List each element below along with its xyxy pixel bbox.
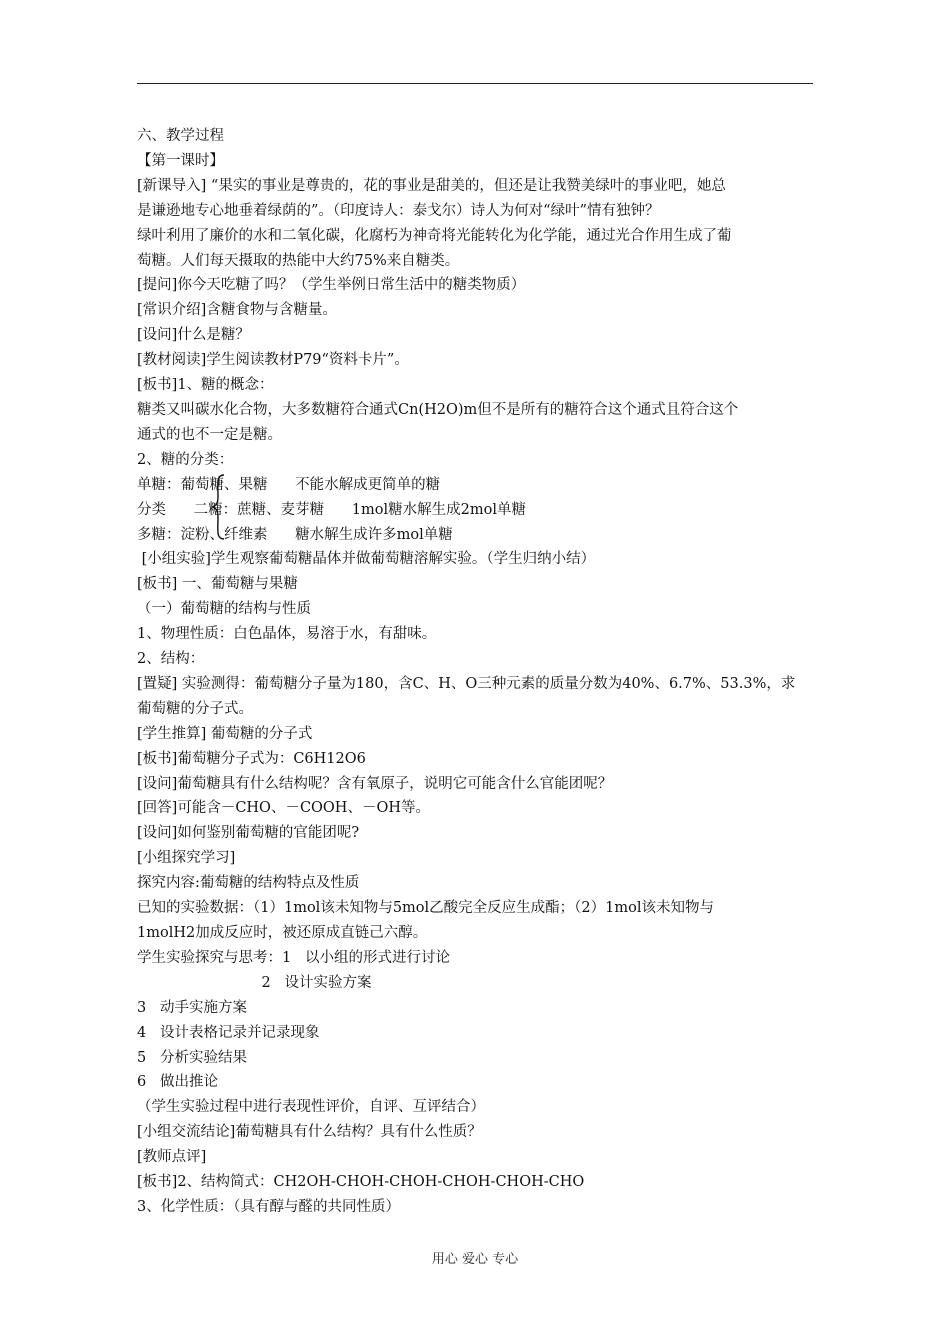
text-line: 3 动手实施方案: [137, 999, 248, 1016]
text-line: [设问]什么是糖？: [137, 327, 250, 344]
text-line: （一）葡萄糖的结构与性质: [137, 601, 311, 618]
text-line: 绿叶利用了廉价的水和二氧化碳，化腐朽为神奇将光能转化为化学能，通过光合作用生成了葡: [137, 227, 732, 244]
text-line: [学生推算] 葡萄糖的分子式: [137, 725, 313, 742]
text-line: [教材阅读]学生阅读教材P79“资料卡片”。: [137, 352, 409, 369]
text-line: 【第一课时】: [137, 152, 224, 169]
text-line: 六、教学过程: [137, 128, 224, 144]
text-line: [板书]2、结构简式：CH2OH-CHOH-CHOH-CHOH-CHOH-CHO: [137, 1174, 585, 1191]
text-line: [小组交流结论]葡萄糖具有什么结构？具有什么性质？: [137, 1124, 482, 1141]
text-line: 1、物理性质：白色晶体，易溶于水，有甜味。: [137, 626, 437, 643]
page-footer: 用心 爱心 专心: [431, 1252, 519, 1267]
text-line: 1molH2加成反应时，被还原成直链己六醇。: [137, 925, 428, 941]
text-line: 是谦逊地专心地垂着绿荫的”。（印度诗人：泰戈尔）诗人为何对“绿叶”情有独钟？: [137, 202, 660, 219]
text-line: [提问]你今天吃糖了吗？（学生举例日常生活中的糖类物质）: [137, 277, 526, 294]
text-line: [置疑] 实验测得：葡萄糖分子量为180，含C、H、O三种元素的质量分数为40%、6.7%、53.3%，求: [137, 675, 796, 692]
text-line: [小组实验]学生观察葡萄糖晶体并做葡萄糖溶解实验。（学生归纳小结）: [137, 551, 596, 568]
document-body: [137, 124, 817, 1220]
text-line: [小组探究学习]: [137, 850, 236, 867]
text-line: 4 设计表格记录并记录现象: [137, 1024, 320, 1041]
text-line: [回答]可能含－CHO、－COOH、－OH等。: [137, 800, 430, 817]
text-line: 已知的实验数据：（1）1mol该未知物与5mol乙酸完全反应生成酯；（2）1mol该未知物与: [137, 900, 714, 917]
text-line: [板书] 一、葡萄糖与果糖: [137, 576, 298, 593]
text-line: 单糖：葡萄糖、果糖 不能水解成更简单的糖: [137, 476, 441, 493]
text-line: [板书]1、糖的概念：: [137, 377, 274, 394]
text-line: 萄糖。人们每天摄取的热能中大约75%来自糖类。: [137, 252, 460, 269]
text-line: 5 分析实验结果: [137, 1049, 248, 1066]
text-line: [新课导入] “果实的事业是尊贵的，花的事业是甜美的，但还是让我赞美绿叶的事业吧，她总: [137, 177, 726, 194]
text-line: 2 设计实验方案: [137, 974, 372, 991]
text-line: 3、化学性质：（具有醇与醛的共同性质）: [137, 1198, 400, 1215]
text-line: 探究内容:葡萄糖的结构特点及性质: [137, 875, 360, 892]
text-line: 葡萄糖的分子式。: [137, 700, 253, 717]
classification-brace-icon: [210, 474, 228, 540]
text-line: 6 做出推论: [137, 1074, 219, 1091]
text-line: 通式的也不一定是糖。: [137, 426, 282, 443]
text-line: [设问]如何鉴别葡萄糖的官能团呢?: [137, 825, 360, 842]
text-line: 糖类又叫碳水化合物，大多数糖符合通式Cn(H2O)m但不是所有的糖符合这个通式且符合这个: [137, 401, 739, 418]
text-line: 分类 二糖：蔗糖、麦芽糖 1mol糖水解生成2mol单糖: [137, 501, 526, 518]
text-line: 学生实验探究与思考：1 以小组的形式进行讨论: [137, 949, 451, 966]
text-line: [常识介绍]含糖食物与含糖量。: [137, 302, 337, 319]
text-line: （学生实验过程中进行表现性评价，自评、互评结合）: [137, 1099, 485, 1116]
text-line: 多糖：淀粉、纤维素 糖水解生成许多mol单糖: [137, 526, 453, 543]
text-line: 2、糖的分类：: [137, 451, 234, 468]
text-line: [板书]葡萄糖分子式为：C6H12O6: [137, 750, 366, 767]
text-line: [教师点评]: [137, 1149, 207, 1166]
text-line: [设问]葡萄糖具有什么结构呢？含有氧原子，说明它可能含什么官能团呢？: [137, 775, 613, 792]
header-rule: [137, 83, 813, 84]
text-line: 2、结构：: [137, 651, 205, 668]
